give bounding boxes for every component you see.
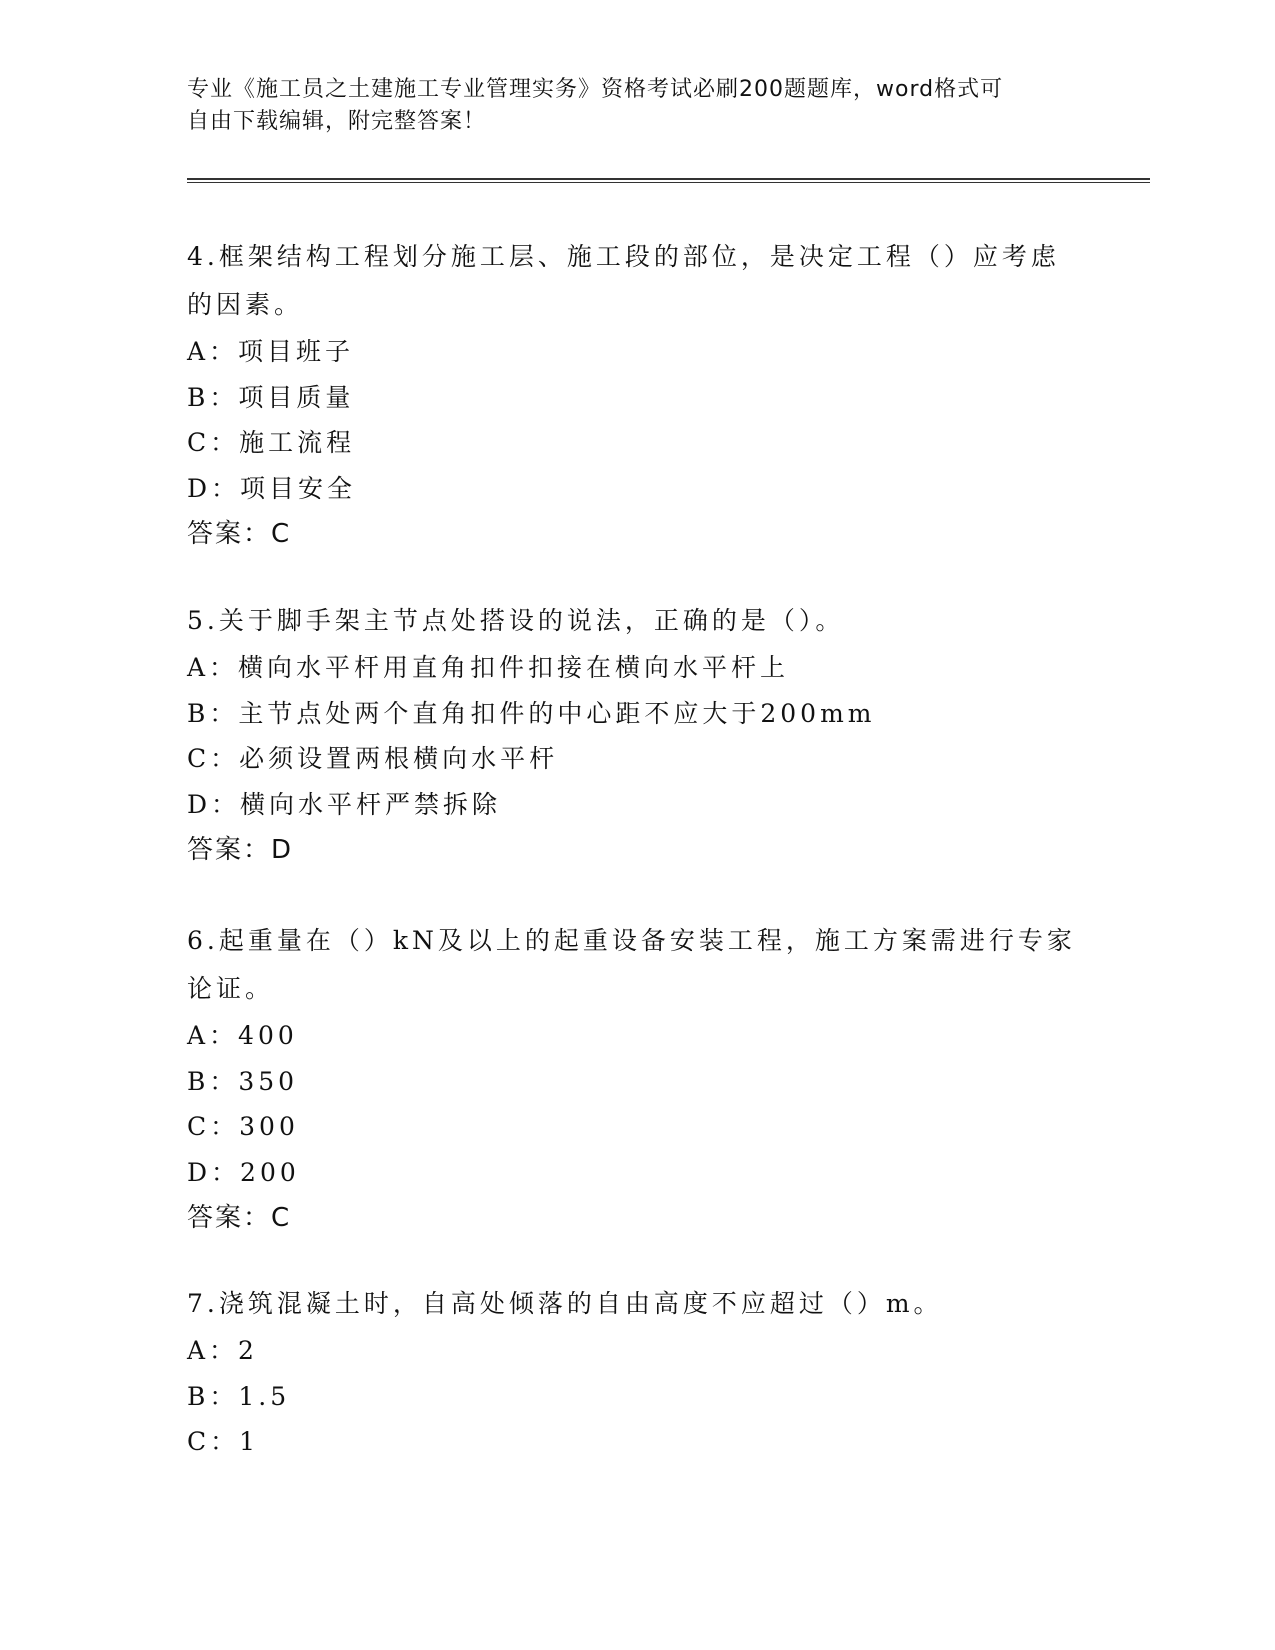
option-b: B：1.5 [187, 1381, 291, 1411]
header-line-1: 专业《施工员之土建施工专业管理实务》资格考试必刷200题题库，word格式可 [187, 77, 1004, 102]
question-stem-continued: 的因素。 [187, 290, 304, 319]
question-6 [187, 917, 1087, 1241]
option-d: D：200 [187, 1157, 300, 1187]
question-stem: 6.起重量在（）kN及以上的起重设备安装工程，施工方案需进行专家 [187, 926, 1076, 955]
question-stem: 4.框架结构工程划分施工层、施工段的部位，是决定工程（）应考虑 [187, 242, 1060, 271]
document-header [187, 74, 1087, 138]
question-5 [187, 597, 1087, 873]
option-c: C：300 [187, 1112, 299, 1141]
option-a: A：2 [187, 1336, 258, 1365]
question-7 [187, 1280, 1087, 1465]
question-4 [187, 233, 1087, 557]
option-d: D：横向水平杆严禁拆除 [187, 789, 502, 819]
header-line-2: 自由下载编辑，附完整答案！ [187, 109, 487, 134]
option-c: C：1 [187, 1427, 260, 1456]
option-c: C：施工流程 [187, 428, 356, 457]
question-stem: 7.浇筑混凝土时，自高处倾落的自由高度不应超过（）m。 [187, 1289, 943, 1318]
answer: 答案：C [187, 519, 292, 549]
header-divider [187, 178, 1150, 183]
question-stem-continued: 论证。 [187, 974, 275, 1003]
option-a: A：项目班子 [187, 337, 355, 366]
option-c: C：必须设置两根横向水平杆 [187, 744, 559, 773]
answer: 答案：D [187, 835, 294, 865]
option-b: B：350 [187, 1066, 299, 1096]
option-a: A：400 [187, 1021, 298, 1050]
option-a: A：横向水平杆用直角扣件扣接在横向水平杆上 [187, 653, 790, 682]
option-d: D：项目安全 [187, 473, 357, 503]
option-b: B：主节点处两个直角扣件的中心距不应大于200mm [187, 698, 876, 728]
option-b: B：项目质量 [187, 382, 355, 412]
answer: 答案：C [187, 1203, 292, 1233]
question-stem: 5.关于脚手架主节点处搭设的说法，正确的是（）。 [187, 606, 845, 635]
